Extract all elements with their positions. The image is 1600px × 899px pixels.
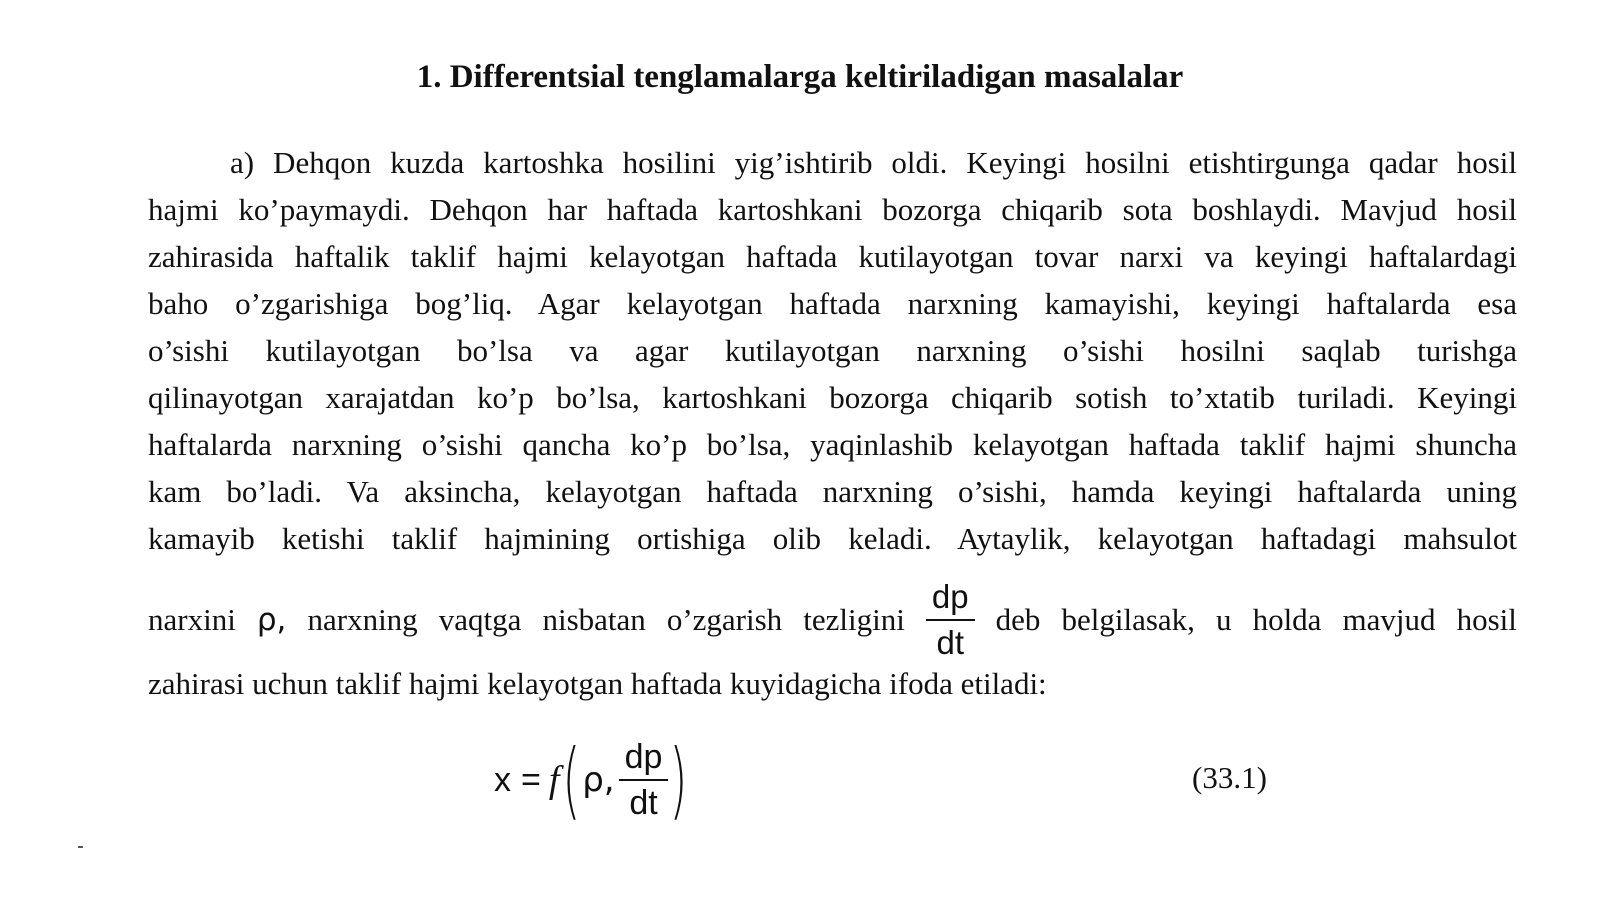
word: narxning [307,602,418,637]
word: deb [995,602,1041,637]
section-heading: 1. Differentsial tenglamalarga keltiriladigan masalalar [416,59,1184,95]
left-paren: ( [562,731,581,829]
word: holda [1252,602,1322,637]
right-paren: ) [669,731,688,829]
inline-math-line [148,566,1517,674]
word: narxini [148,602,236,637]
paragraph-continuation [148,660,1517,707]
paragraph [148,139,1517,562]
paragraph-line: hajmi ko’paymaydi. Dehqon har haftada kartoshkani bozorga chiqarib sota boshlaydi. Mavjud hosil [148,192,1517,227]
scan-artifact [78,846,83,848]
derivative-fraction [619,737,669,823]
word: nisbatan [542,602,646,637]
paragraph-line: o’sishi kutilayotgan bo’lsa va agar kutilayotgan narxning o’sishi hosilni saqlab turishga [148,333,1517,368]
word: tezligini [803,602,905,637]
fraction-numerator: dp [926,577,975,621]
fraction-denominator: dt [629,784,658,822]
word: u [1216,602,1232,637]
function-symbol: f [548,759,560,801]
rho-symbol: ρ, [256,602,287,638]
paragraph-line: zahirasi uchun taklif hajmi kelayotgan haftada kuyidagicha ifoda etiladi: [148,666,1047,701]
paragraph-line: haftalarda narxning o’sishi qancha ko’p bo’lsa, yaqinlashib kelayotgan haftada taklif hajmi shuncha [148,427,1517,462]
paragraph-line: baho o’zgarishiga bog’liq. Agar kelayotgan haftada narxning kamayishi, keyingi haftalarda esa [148,286,1517,321]
word: belgilasak, [1061,602,1195,637]
paragraph-line: zahirasida haftalik taklif hajmi kelayotgan haftada kutilayotgan tovar narxi va keyingi haftalardagi [148,239,1517,274]
word: hosil [1456,602,1517,637]
rho-symbol: ρ, [582,760,615,800]
fraction-numerator: dp [619,737,669,781]
word: mavjud [1342,602,1436,637]
paragraph-line: kam bo’ladi. Va aksincha, kelayotgan haftada narxning o’sishi, hamda keyingi haftalarda uning [148,474,1517,509]
paragraph-line: a) Dehqon kuzda kartoshka hosilini yig’ishtirib oldi. Keyingi hosilni etishtirgunga qadar hosil [230,145,1517,180]
equation-number: (33.1) [1192,760,1267,795]
paragraph-line: kamayib ketishi taklif hajmining ortishiga olib keladi. Aytaylik, kelayotgan haftadagi mahsulot [148,521,1517,556]
word: vaqtga [438,602,522,637]
fraction-denominator: dt [936,624,965,661]
equation-lhs: x [494,760,511,799]
word: o’zgarish [666,602,783,637]
equals-sign: = [521,760,541,799]
paragraph-line: qilinayotgan xarajatdan ko’p bo’lsa, kartoshkani bozorga chiqarib sotish to’xtatib turiladi. Keyingi [148,380,1517,415]
display-equation [494,730,695,830]
derivative-fraction [926,577,975,663]
